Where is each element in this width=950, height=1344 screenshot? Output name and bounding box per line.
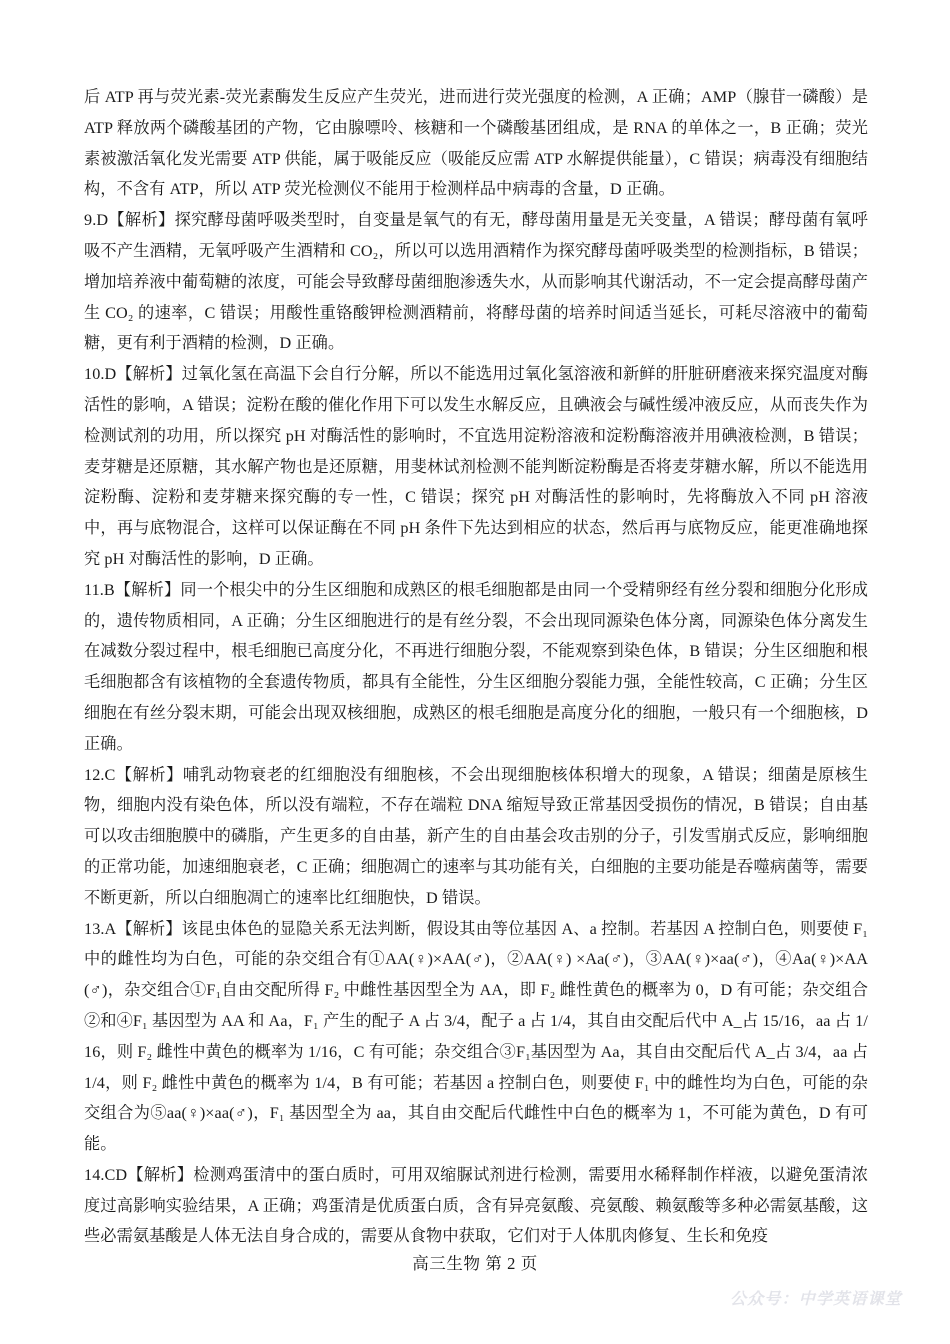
paragraph-question-11: 11.B【解析】同一个根尖中的分生区细胞和成熟区的根毛细胞都是由同一个受精卵经有丝分裂和细胞分化形成的，遗传物质相同，A 正确；分生区细胞进行的是有丝分裂，不会出现同源染色体分离，同源染色体分离发生在减数分裂过程中，根毛细胞已高度分化，不再进行细胞分裂，不能观察到染色体，B 错误；分生区细胞和根毛细胞都含有该植物的全套遗传物质，都具有全能性，分生区细胞分裂能力强，全能性较高，C 正确；分生区细胞在有丝分裂末期，可能会出现双核细胞，成熟区的根毛细胞是高度分化的细胞，一般只有一个细胞核，D 正确。 [84, 580, 868, 753]
paragraph-8-continuation: 后 ATP 再与荧光素-荧光素酶发生反应产生荧光，进而进行荧光强度的检测，A 正确；AMP（腺苷一磷酸）是 ATP 释放两个磷酸基团的产物，它由腺嘌呤、核糖和一个磷酸基团组成，是 RNA 的单体之一，B 正确；荧光素被激活氧化发光需要 ATP 供能，属于吸能反应（吸能反应需 ATP 水解提供能量），C 错误；病毒没有细胞结构，不含有 ATP，所以 ATP 荧光检测仪不能用于检测样品中病毒的含量，D 正确。 [84, 88, 868, 199]
paragraph-question-14: 14.CD【解析】检测鸡蛋清中的蛋白质时，可用双缩脲试剂进行检测，需要用水稀释制作样液，以避免蛋清浓度过高影响实验结果，A 正确；鸡蛋清是优质蛋白质，含有异亮氨酸、亮氨酸、赖氨酸等多种必需氨基酸，这些必需氨基酸是人体无法自身合成的，需要从食物中获取，它们对于人体肌肉修复、生长和免疫 [84, 1165, 868, 1246]
page-footer: 高三生物 第 2 页 [412, 1254, 538, 1273]
paragraph-question-13: 13.A【解析】该昆虫体色的显隐关系无法判断，假设其由等位基因 A、a 控制。若基因 A 控制白色，则要使 F₁ 中的雌性均为白色，可能的杂交组合有①AA(♀)×AA(♂)，②AA(♀) ×Aa(♂)，③AA(♀)×aa(♂)，④Aa(♀)×AA(♂)，杂交组合①F₁自由交配所得 F₂ 中雌性基因型全为 AA，即 F₂ 雌性黄色的概率为 0，D 有可能；杂交组合②和④F₁ 基因型为 AA 和 Aa，F₁ 产生的配子 A 占 3/4，配子 a 占 1/4，其自由交配后代中 A_占 15/16，aa 占 1/16，则 F₂ 雌性中黄色的概率为 1/16，C 有可能；杂交组合③F₁基因型为 Aa，其自由交配后代 A_占 3/4，aa 占 1/4，则 F₂ 雌性中黄色的概率为 1/4，B 有可能；若基因 a 控制白色，则要使 F₁ 中的雌性均为白色，可能的杂交组合为⑤aa(♀)×aa(♂)，F₁ 基因型全为 aa，其自由交配后代雌性中白色的概率为 1，不可能为黄色，D 有可能。 [84, 919, 868, 1154]
document-body [84, 82, 868, 1252]
paragraph-question-12: 12.C【解析】哺乳动物衰老的红细胞没有细胞核，不会出现细胞核体积增大的现象，A 错误；细菌是原核生物，细胞内没有染色体，所以没有端粒，不存在端粒 DNA 缩短导致正常基因受损伤的情况，B 错误；自由基可以攻击细胞膜中的磷脂，产生更多的自由基，新产生的自由基会攻击别的分子，引发雪崩式反应，影响细胞的正常功能，加速细胞衰老，C 正确；细胞凋亡的速率与其功能有关，白细胞的主要功能是吞噬病菌等，需要不断更新，所以白细胞凋亡的速率比红细胞快，D 错误。 [84, 765, 868, 907]
watermark-text: 公众号：中学英语课堂 [729, 1291, 902, 1308]
paragraph-question-9: 9.D【解析】探究酵母菌呼吸类型时，自变量是氧气的有无，酵母菌用量是无关变量，A 错误；酵母菌有氧呼吸不产生酒精，无氧呼吸产生酒精和 CO₂，所以可以选用酒精作为探究酵母菌呼吸类型的检测指标，B 错误；增加培养液中葡萄糖的浓度，可能会导致酵母菌细胞渗透失水，从而影响其代谢活动，不一定会提高酵母菌产生 CO₂ 的速率，C 错误；用酸性重铬酸钾检测酒精前，将酵母菌的培养时间适当延长，可耗尽溶液中的葡萄糖，更有利于酒精的检测，D 正确。 [84, 211, 868, 353]
paragraph-question-10: 10.D【解析】过氧化氢在高温下会自行分解，所以不能选用过氧化氢溶液和新鲜的肝脏研磨液来探究温度对酶活性的影响，A 错误；淀粉在酸的催化作用下可以发生水解反应，且碘液会与碱性缓冲液反应，从而丧失作为检测试剂的功用，所以探究 pH 对酶活性的影响时，不宜选用淀粉溶液和淀粉酶溶液并用碘液检测，B 错误；麦芽糖是还原糖，其水解产物也是还原糖，用斐林试剂检测不能判断淀粉酶是否将麦芽糖水解，所以不能选用淀粉酶、淀粉和麦芽糖来探究酶的专一性，C 错误；探究 pH 对酶活性的影响时，先将酶放入不同 pH 溶液中，再与底物混合，这样可以保证酶在不同 pH 条件下先达到相应的状态，然后再与底物反应，能更准确地探究 pH 对酶活性的影响，D 正确。 [84, 365, 868, 568]
